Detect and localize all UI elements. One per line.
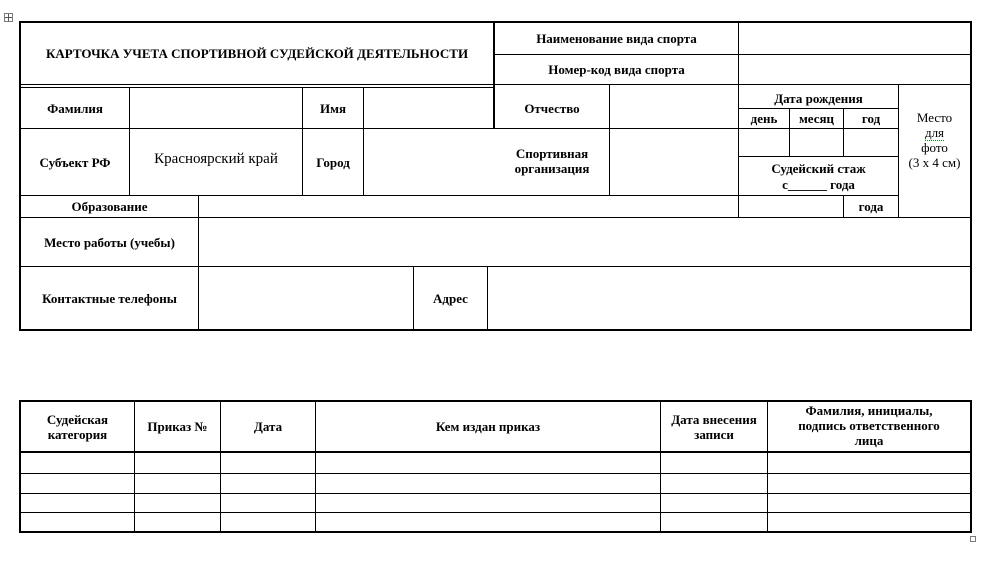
header-issued-by: Кем издан приказ bbox=[435, 419, 541, 434]
header-category-line-1: Судейская bbox=[46, 412, 109, 427]
table-cell[interactable] bbox=[661, 453, 767, 473]
photo-line-4: (3 х 4 см) bbox=[908, 155, 961, 170]
surname-field[interactable] bbox=[130, 88, 302, 128]
photo-line-2: для bbox=[924, 125, 945, 140]
sport-org-line-2: организация bbox=[514, 161, 590, 176]
experience-year-label: года bbox=[858, 199, 884, 214]
sport-org-field[interactable] bbox=[610, 129, 738, 195]
table-cell[interactable] bbox=[661, 474, 767, 493]
table-cell[interactable] bbox=[135, 494, 220, 512]
name-field[interactable] bbox=[364, 88, 493, 128]
sport-org-line-1: Спортивная bbox=[515, 146, 589, 161]
table-cell[interactable] bbox=[661, 494, 767, 512]
header-entry-date-line-2: записи bbox=[694, 427, 734, 442]
card-title: КАРТОЧКА УЧЕТА СПОРТИВНОЙ СУДЕЙСКОЙ ДЕЯТЕЛЬНОСТИ bbox=[45, 46, 469, 61]
header-order-number: Приказ № bbox=[147, 419, 208, 434]
table-cell[interactable] bbox=[21, 513, 134, 531]
birth-day-label: день bbox=[750, 111, 778, 126]
table-cell[interactable] bbox=[135, 474, 220, 493]
education-label: Образование bbox=[71, 199, 148, 214]
phones-label: Контактные телефоны bbox=[42, 290, 177, 306]
table-cell[interactable] bbox=[768, 474, 970, 493]
header-signer-line-2: подпись ответственного bbox=[798, 418, 940, 433]
photo-line-1: Место bbox=[916, 110, 953, 125]
phones-field[interactable] bbox=[199, 267, 413, 329]
table-cell[interactable] bbox=[221, 513, 315, 531]
header-judging-category bbox=[21, 412, 134, 442]
patronymic-field[interactable] bbox=[610, 88, 738, 128]
table-cell[interactable] bbox=[316, 474, 660, 493]
city-field[interactable] bbox=[364, 129, 493, 195]
table-cell[interactable] bbox=[21, 474, 134, 493]
address-label: Адрес bbox=[433, 290, 468, 306]
judging-experience-line-1: Судейский стаж bbox=[771, 161, 866, 176]
header-signer-line-3: лица bbox=[854, 433, 884, 448]
header-entry-date-line-1: Дата внесения bbox=[671, 412, 757, 427]
name-label: Имя bbox=[320, 100, 346, 116]
table-cell[interactable] bbox=[768, 513, 970, 531]
birth-year-label: год bbox=[861, 111, 881, 126]
table-resize-handle-icon[interactable] bbox=[970, 536, 976, 542]
city-label: Город bbox=[316, 154, 350, 170]
table-cell[interactable] bbox=[316, 494, 660, 512]
table-cell[interactable] bbox=[21, 494, 134, 512]
education-field[interactable] bbox=[199, 196, 738, 217]
workplace-label: Место работы (учебы) bbox=[44, 234, 175, 250]
sport-org-label bbox=[495, 146, 609, 176]
sport-name-field[interactable] bbox=[739, 23, 970, 54]
region-value[interactable]: Красноярский край bbox=[154, 150, 278, 167]
judging-experience-label bbox=[739, 161, 898, 193]
table-cell[interactable] bbox=[21, 453, 134, 473]
table-cell[interactable] bbox=[135, 513, 220, 531]
table-cell[interactable] bbox=[768, 494, 970, 512]
sport-code-label: Номер-код вида спорта bbox=[548, 62, 685, 77]
table-cell[interactable] bbox=[221, 453, 315, 473]
sport-name-label: Наименование вида спорта bbox=[536, 31, 697, 46]
birth-year-field[interactable] bbox=[844, 129, 898, 156]
address-field[interactable] bbox=[488, 267, 970, 329]
photo-placeholder bbox=[899, 110, 970, 190]
header-signer-line-1: Фамилия, инициалы, bbox=[805, 403, 933, 418]
table-cell[interactable] bbox=[221, 474, 315, 493]
photo-line-3: фото bbox=[921, 140, 948, 155]
sport-code-field[interactable] bbox=[739, 55, 970, 84]
patronymic-label: Отчество bbox=[524, 100, 580, 116]
workplace-field[interactable] bbox=[199, 218, 970, 266]
table-cell[interactable] bbox=[316, 513, 660, 531]
table-cell[interactable] bbox=[135, 453, 220, 473]
birth-month-label: месяц bbox=[798, 111, 835, 126]
header-date: Дата bbox=[253, 419, 283, 434]
experience-year-field[interactable] bbox=[739, 196, 843, 217]
judging-experience-line-2: с______ года bbox=[782, 177, 855, 192]
surname-label: Фамилия bbox=[47, 100, 103, 116]
table-cell[interactable] bbox=[316, 453, 660, 473]
birth-day-field[interactable] bbox=[739, 129, 789, 156]
table-cell[interactable] bbox=[221, 494, 315, 512]
table-move-handle-icon[interactable] bbox=[4, 13, 13, 22]
region-label: Субъект РФ bbox=[39, 154, 111, 170]
birth-month-field[interactable] bbox=[790, 129, 843, 156]
header-responsible-person bbox=[768, 403, 970, 448]
birth-date-label: Дата рождения bbox=[774, 90, 863, 106]
table-cell[interactable] bbox=[661, 513, 767, 531]
table-cell[interactable] bbox=[768, 453, 970, 473]
header-entry-date bbox=[661, 412, 767, 442]
header-category-line-2: категория bbox=[47, 427, 108, 442]
